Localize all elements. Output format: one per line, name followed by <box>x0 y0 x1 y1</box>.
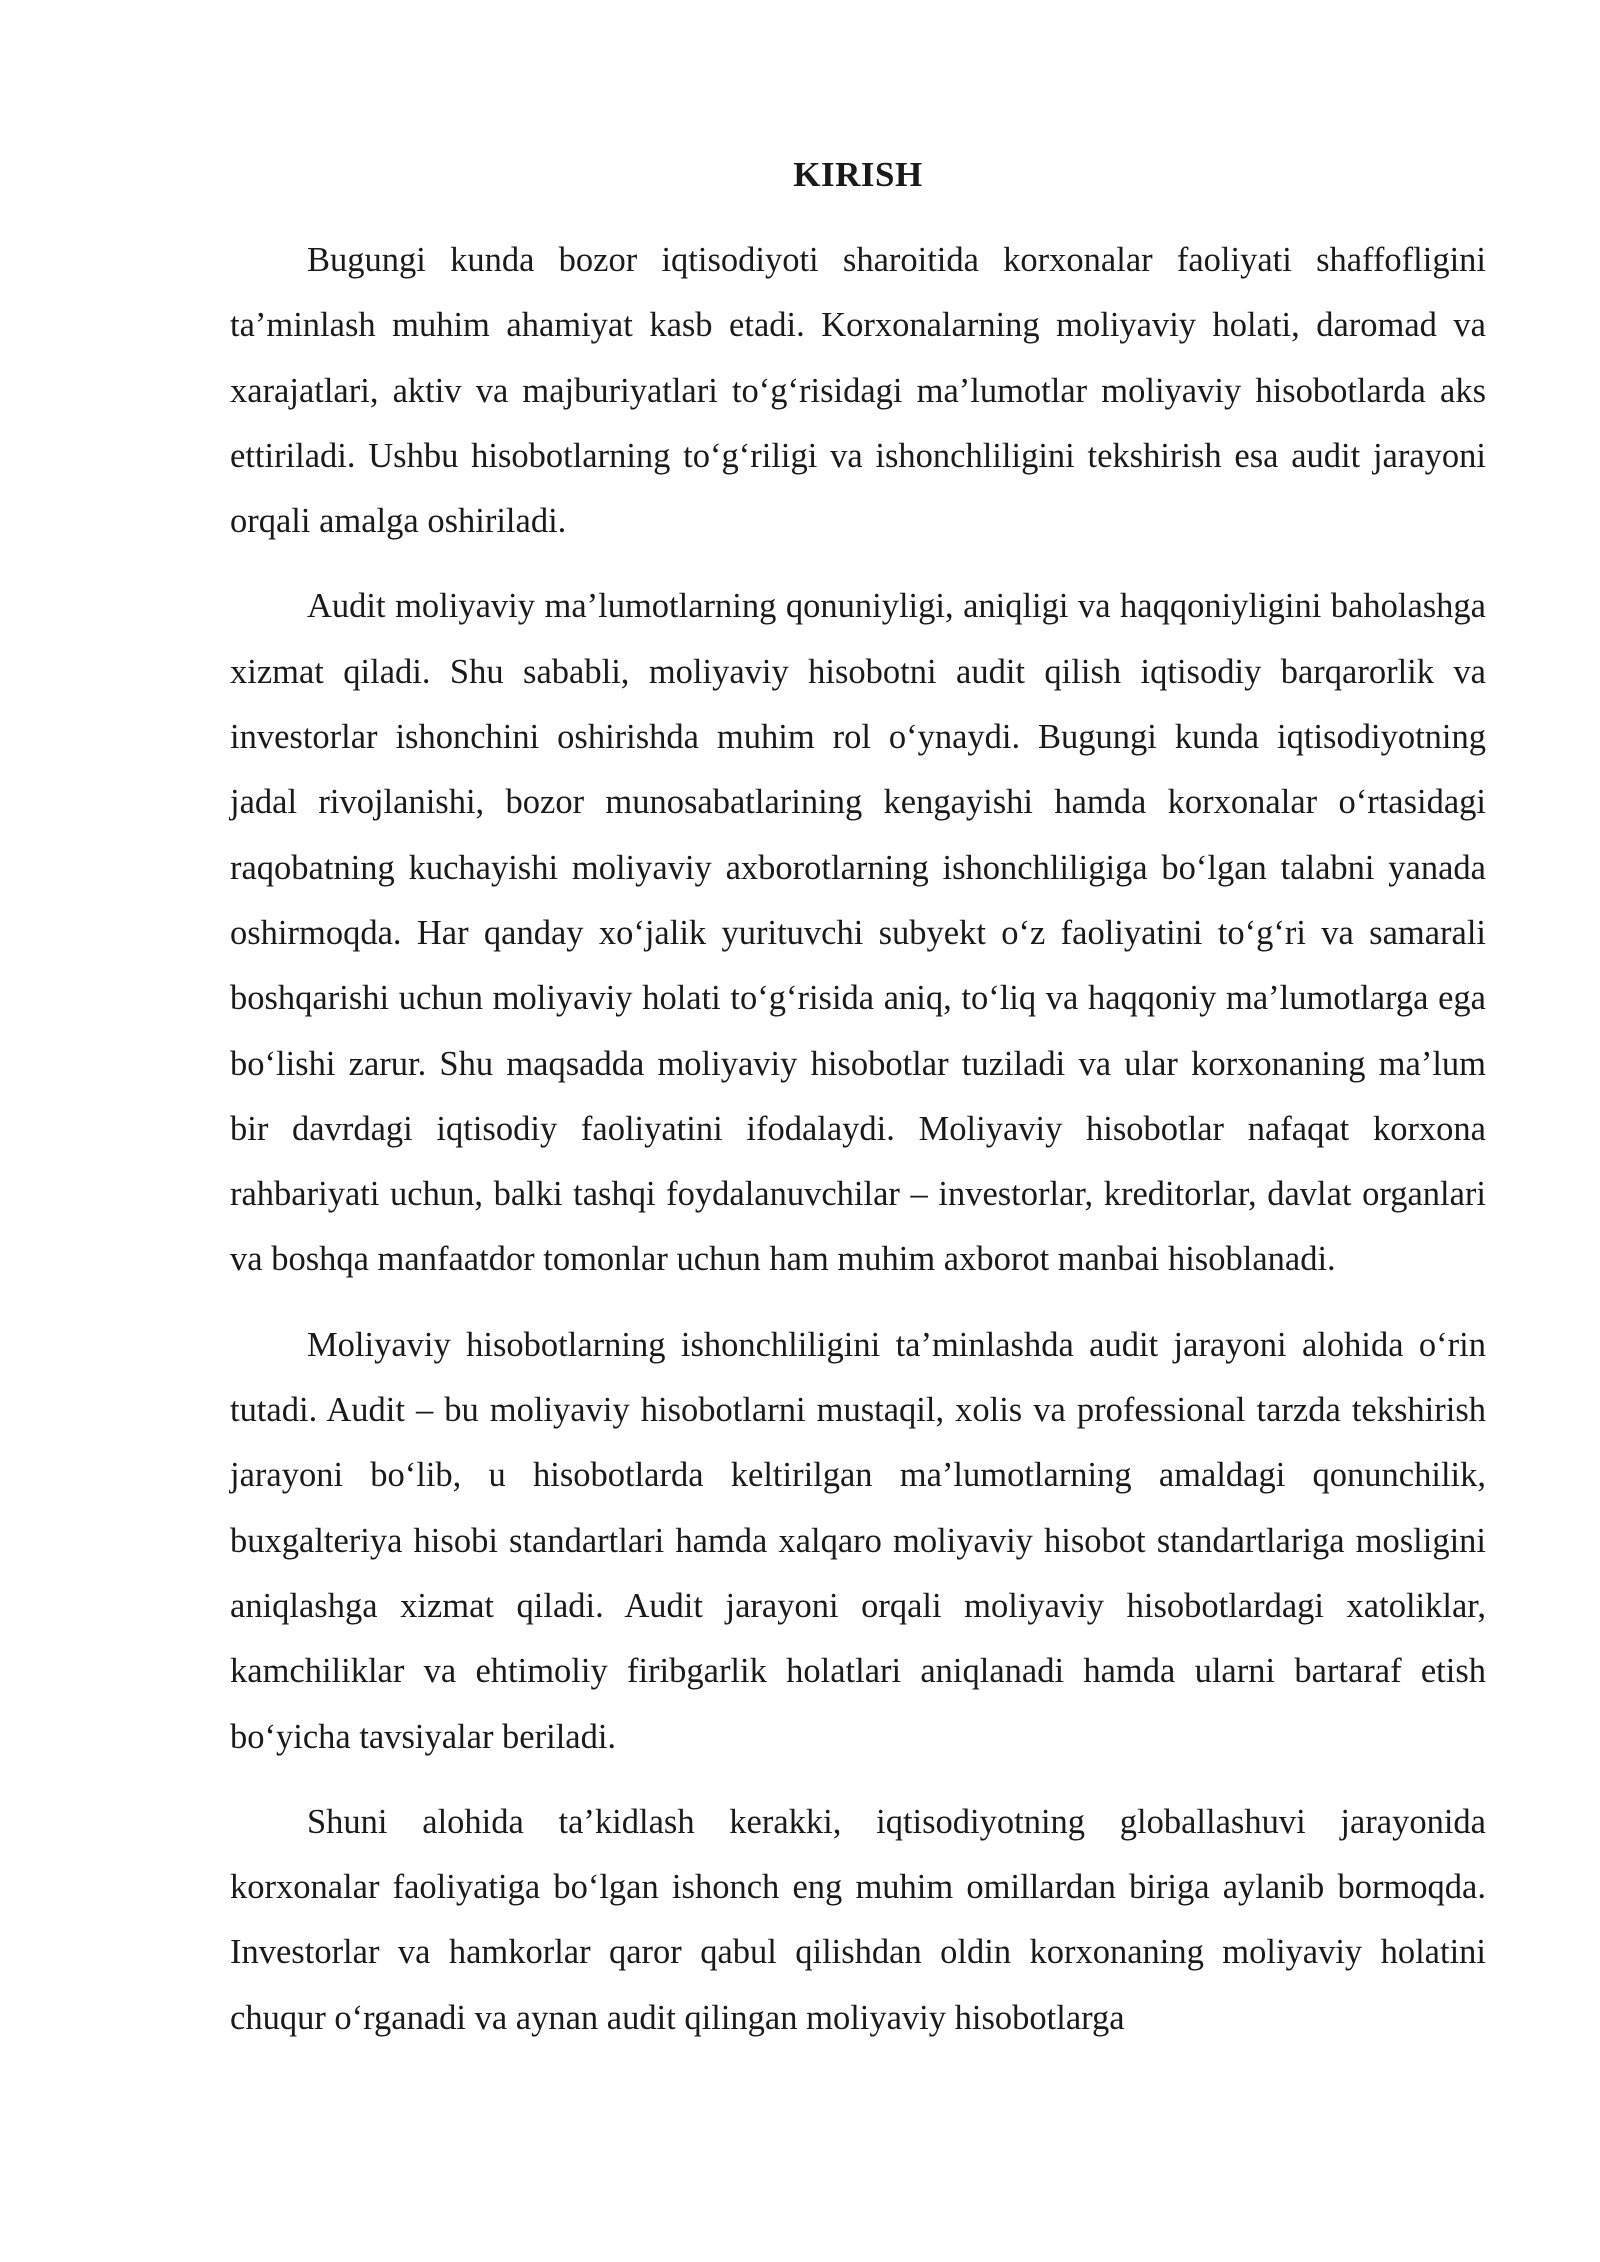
paragraph-1: Bugungi kunda bozor iqtisodiyoti sharoitida korxonalar faoliyati shaffofligini ta’minlash muhim ahamiyat kasb etadi. Korxonalarning moliyaviy holati, daromad va xarajatlari, aktiv va majburiyatlari to‘g‘risidagi ma’lumotlar moliyaviy hisobotlarda aks ettiriladi. Ushbu hisobotlarning to‘g‘riligi va ishonchliligini tekshirish esa audit jarayoni orqali amalga oshiriladi. <box>230 241 1486 541</box>
paragraph-2: Audit moliyaviy ma’lumotlarning qonuniyligi, aniqligi va haqqoniyligini baholashga xizmat qiladi. Shu sababli, moliyaviy hisobotni audit qilish iqtisodiy barqarorlik va investorlar ishonchini oshirishda muhim rol o‘ynaydi. Bugungi kunda iqtisodiyotning jadal rivojlanishi, bozor munosabatlarining kengayishi hamda korxonalar o‘rtasidagi raqobatning kuchayishi moliyaviy axborotlarning ishonchliligiga bo‘lgan talabni yanada oshirmoqda. Har qanday xo‘jalik yurituvchi subyekt o‘z faoliyatini to‘g‘ri va samarali boshqarishi uchun moliyaviy holati to‘g‘risida aniq, to‘liq va haqqoniy ma’lumotlarga ega bo‘lishi zarur. Shu maqsadda moliyaviy hisobotlar tuziladi va ular korxonaning ma’lum bir davrdagi iqtisodiy faoliyatini ifodalaydi. Moliyaviy hisobotlar nafaqat korxona rahbariyati uchun, balki tashqi foydalanuvchilar – investorlar, kreditorlar, davlat organlari va boshqa manfaatdor tomonlar uchun ham muhim axborot manbai hisoblanadi. <box>230 587 1486 1279</box>
page-title: KIRISH <box>793 155 923 194</box>
paragraph-3: Moliyaviy hisobotlarning ishonchliligini ta’minlashda audit jarayoni alohida o‘rin tutadi. Audit – bu moliyaviy hisobotlarni mustaqil, xolis va professional tarzda tekshirish jarayoni bo‘lib, u hisobotlarda keltirilgan ma’lumotlarning amaldagi qonunchilik, buxgalteriya hisobi standartlari hamda xalqaro moliyaviy hisobot standartlariga mosligini aniqlashga xizmat qiladi. Audit jarayoni orqali moliyaviy hisobotlardagi xatoliklar, kamchiliklar va ehtimoliy firibgarlik holatlari aniqlanadi hamda ularni bartaraf etish bo‘yicha tavsiyalar beriladi. <box>230 1325 1486 1756</box>
paragraph-4: Shuni alohida ta’kidlash kerakki, iqtisodiyotning globallashuvi jarayonida korxonalar faoliyatiga bo‘lgan ishonch eng muhim omillardan biriga aylanib bormoqda. Investorlar va hamkorlar qaror qabul qilishdan oldin korxonaning moliyaviy holatini chuqur o‘rganadi va aynan audit qilingan moliyaviy hisobotlarga <box>230 1802 1486 2037</box>
document-page <box>230 150 1486 2071</box>
